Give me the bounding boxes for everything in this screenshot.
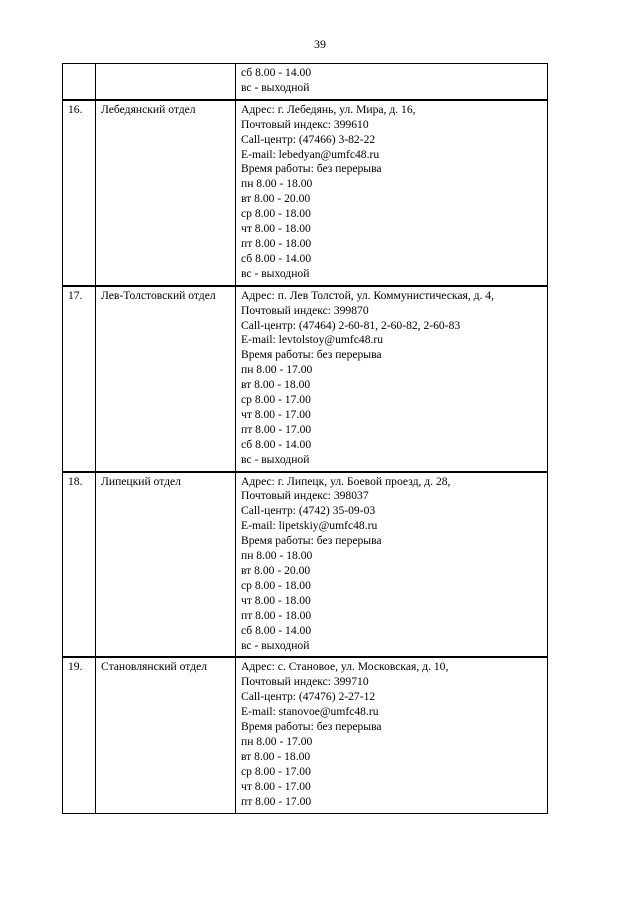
office-name: Лебедянский отдел (96, 100, 236, 286)
office-details (236, 64, 548, 100)
office-name (96, 64, 236, 100)
detail-line: пт 8.00 - 18.00 (241, 608, 312, 622)
office-details (236, 657, 548, 813)
offices-table (62, 63, 548, 814)
office-details (236, 100, 548, 286)
detail-line: Адрес: г. Лебедянь, ул. Мира, д. 16, (241, 102, 416, 116)
detail-line: Call-центр: (47476) 2-27-12 (241, 690, 376, 704)
page-number: 39 (314, 37, 326, 51)
row-number: 19. (63, 657, 96, 813)
detail-line: вс - выходной (241, 266, 310, 280)
detail-line: чт 8.00 - 18.00 (241, 222, 311, 236)
office-name: Липецкий отдел (96, 472, 236, 658)
detail-line: ср 8.00 - 17.00 (241, 764, 311, 778)
detail-line: сб 8.00 - 14.00 (241, 66, 312, 79)
detail-line: Время работы: без перерыва (241, 348, 382, 362)
detail-line: Адрес: г. Липецк, ул. Боевой проезд, д. 28, (241, 474, 451, 488)
detail-line: пн 8.00 - 17.00 (241, 363, 313, 377)
detail-line: сб 8.00 - 14.00 (241, 251, 312, 265)
detail-line: чт 8.00 - 17.00 (241, 407, 311, 421)
office-name: Лев-Толстовский отдел (96, 286, 236, 472)
table-row (63, 657, 548, 813)
offices-table-body (63, 64, 548, 814)
detail-line: пн 8.00 - 17.00 (241, 734, 313, 748)
detail-line: Время работы: без перерыва (241, 162, 382, 176)
detail-line: Call-центр: (4742) 35-09-03 (241, 504, 376, 518)
detail-line: Почтовый индекс: 399710 (241, 675, 369, 689)
detail-line: вт 8.00 - 18.00 (241, 378, 311, 392)
detail-line: вс - выходной (241, 452, 310, 466)
detail-line: вс - выходной (241, 638, 310, 652)
detail-line: Адрес: п. Лев Толстой, ул. Коммунистическая, д. 4, (241, 288, 495, 302)
table-row-continuation (63, 64, 548, 100)
detail-line: ср 8.00 - 17.00 (241, 393, 311, 407)
detail-line: Адрес: с. Становое, ул. Московская, д. 10, (241, 660, 449, 674)
detail-line: E-mail: levtolstoy@umfc48.ru (241, 333, 384, 347)
detail-line: ср 8.00 - 18.00 (241, 578, 311, 592)
detail-line: вс - выходной (241, 80, 310, 94)
table-row (63, 472, 548, 658)
detail-line: Время работы: без перерыва (241, 534, 382, 548)
detail-line: E-mail: lipetskiy@umfc48.ru (241, 519, 378, 533)
detail-line: пт 8.00 - 17.00 (241, 422, 312, 436)
row-number: 18. (63, 472, 96, 658)
office-name: Становлянский отдел (96, 657, 236, 813)
detail-line: сб 8.00 - 14.00 (241, 437, 312, 451)
detail-line: пт 8.00 - 17.00 (241, 794, 312, 808)
office-details (236, 472, 548, 658)
detail-line: ср 8.00 - 18.00 (241, 207, 311, 221)
row-number (63, 64, 96, 100)
row-number: 16. (63, 100, 96, 286)
detail-line: чт 8.00 - 18.00 (241, 593, 311, 607)
table-row (63, 100, 548, 286)
detail-line: Почтовый индекс: 399870 (241, 303, 369, 317)
detail-line: вт 8.00 - 20.00 (241, 192, 311, 206)
detail-line: Call-центр: (47464) 2-60-81, 2-60-82, 2-60-83 (241, 318, 461, 332)
detail-line: чт 8.00 - 17.00 (241, 779, 311, 793)
detail-line: пт 8.00 - 18.00 (241, 236, 312, 250)
detail-line: E-mail: stanovoe@umfc48.ru (241, 705, 379, 719)
detail-line: вт 8.00 - 18.00 (241, 749, 311, 763)
detail-line: пн 8.00 - 18.00 (241, 549, 313, 563)
detail-line: Почтовый индекс: 398037 (241, 489, 369, 503)
detail-line: Время работы: без перерыва (241, 720, 382, 734)
detail-line: сб 8.00 - 14.00 (241, 623, 312, 637)
table-row (63, 286, 548, 472)
detail-line: Call-центр: (47466) 3-82-22 (241, 132, 376, 146)
detail-line: пн 8.00 - 18.00 (241, 177, 313, 191)
detail-line: E-mail: lebedyan@umfc48.ru (241, 147, 380, 161)
detail-line: Почтовый индекс: 399610 (241, 117, 369, 131)
detail-line: вт 8.00 - 20.00 (241, 564, 311, 577)
row-number: 17. (63, 286, 96, 472)
office-details (236, 286, 548, 472)
